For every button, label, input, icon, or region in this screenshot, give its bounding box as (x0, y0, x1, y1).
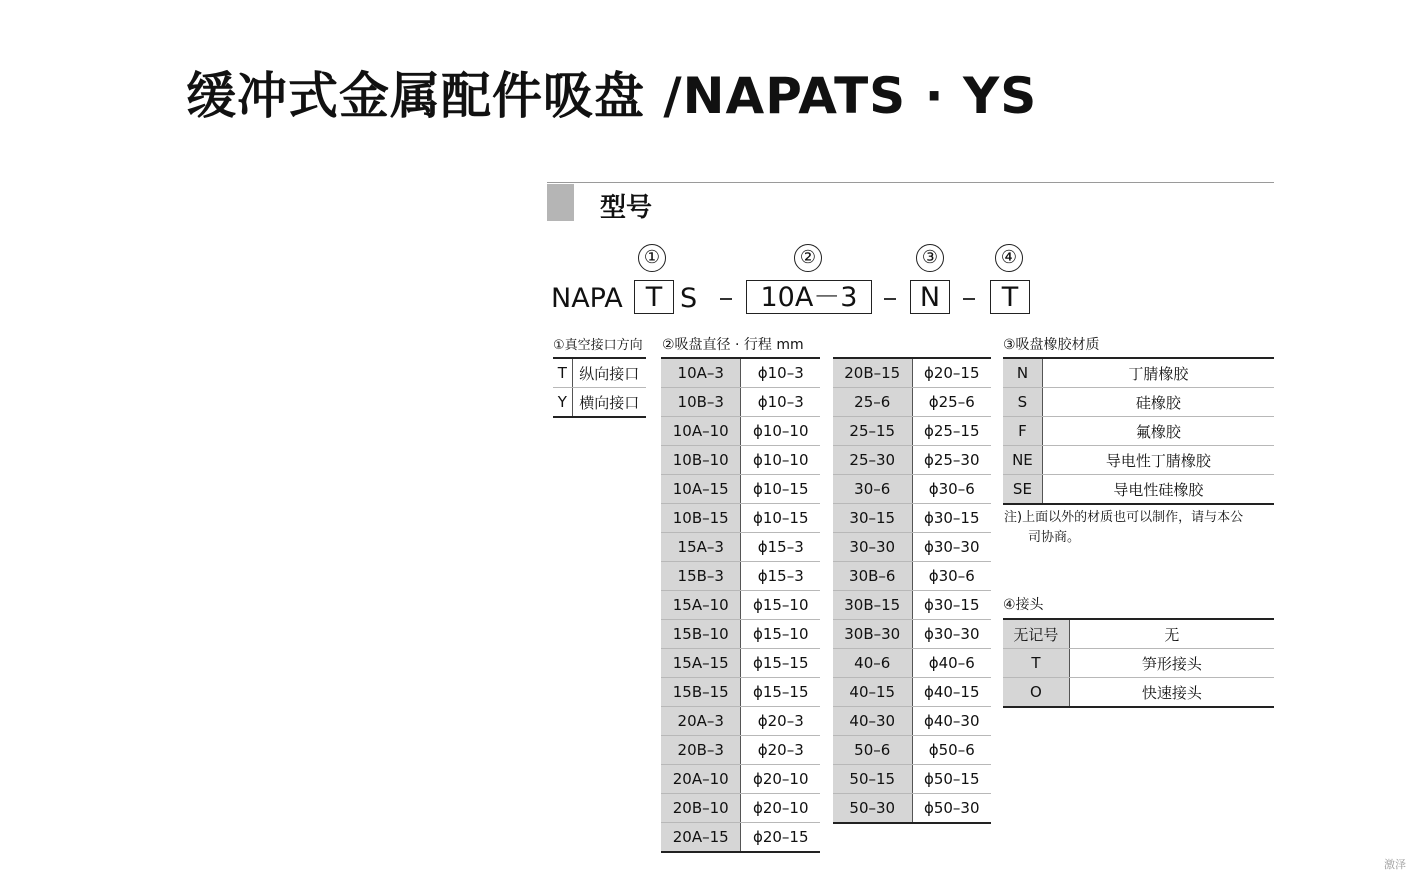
size-diameter-stroke: ϕ30–6 (912, 562, 991, 591)
table-row (1003, 446, 1274, 475)
table-row (661, 475, 820, 504)
material-table (1003, 357, 1274, 505)
size-code: 15A–10 (661, 591, 741, 620)
material-name: 丁腈橡胶 (1042, 358, 1274, 388)
table-row (833, 475, 991, 504)
table-row (553, 388, 646, 418)
code-dash-3 (963, 298, 975, 300)
size-code: 30–6 (833, 475, 912, 504)
code-circle-2: ② (794, 244, 822, 272)
size-diameter-stroke: ϕ25–6 (912, 388, 991, 417)
table-row (661, 504, 820, 533)
size-diameter-stroke: ϕ30–15 (912, 504, 991, 533)
size-code: 10A–3 (661, 358, 741, 388)
table-row (833, 504, 991, 533)
size-diameter-stroke: ϕ30–30 (912, 620, 991, 649)
size-code: 10B–3 (661, 388, 741, 417)
section-divider (547, 182, 1274, 183)
table-row (833, 736, 991, 765)
code-prefix: NAPA (551, 283, 623, 314)
material-code: S (1003, 388, 1042, 417)
section-title: 型号 (600, 193, 653, 223)
port-table (553, 357, 646, 418)
table-row (833, 358, 991, 388)
size-code: 50–30 (833, 794, 912, 824)
table-row (661, 736, 820, 765)
size-code: 15B–15 (661, 678, 741, 707)
port-text: 横向接口 (572, 388, 646, 418)
fitting-table (1003, 618, 1274, 708)
size-diameter-stroke: ϕ50–30 (912, 794, 991, 824)
table-row (661, 620, 820, 649)
size-diameter-stroke: ϕ20–3 (741, 736, 820, 765)
size-code: 30B–6 (833, 562, 912, 591)
table-row (661, 358, 820, 388)
size-code: 20B–10 (661, 794, 741, 823)
size-code: 20A–3 (661, 707, 741, 736)
port-text: 纵向接口 (572, 358, 646, 388)
size-diameter-stroke: ϕ10–15 (741, 504, 820, 533)
size-code: 20A–15 (661, 823, 741, 853)
material-name: 氟橡胶 (1042, 417, 1274, 446)
fitting-name: 笋形接头 (1069, 649, 1274, 678)
size-code: 50–6 (833, 736, 912, 765)
code-dash-1 (720, 298, 732, 300)
size-code: 15A–15 (661, 649, 741, 678)
size-diameter-stroke: ϕ20–10 (741, 794, 820, 823)
material-label: ③吸盘橡胶材质 (1003, 337, 1100, 353)
material-code: NE (1003, 446, 1042, 475)
size-diameter-stroke: ϕ20–3 (741, 707, 820, 736)
size-code: 40–15 (833, 678, 912, 707)
fitting-label: ④接头 (1003, 597, 1044, 613)
size-code: 10B–15 (661, 504, 741, 533)
size-diameter-stroke: ϕ40–6 (912, 649, 991, 678)
table-row (661, 794, 820, 823)
code-circle-3: ③ (916, 244, 944, 272)
size-code: 40–6 (833, 649, 912, 678)
table-row (661, 591, 820, 620)
size-code: 20B–15 (833, 358, 912, 388)
code-circle-4: ④ (995, 244, 1023, 272)
table-row (833, 388, 991, 417)
code-box-material: N (910, 280, 950, 314)
fitting-name: 快速接头 (1069, 678, 1274, 708)
table-row (553, 358, 646, 388)
table-row (833, 417, 991, 446)
code-box-size: 10A－3 (746, 280, 872, 314)
size-diameter-stroke: ϕ30–15 (912, 591, 991, 620)
table-row (661, 562, 820, 591)
table-row (661, 649, 820, 678)
port-code: Y (553, 388, 572, 418)
size-diameter-stroke: ϕ25–30 (912, 446, 991, 475)
code-dash-2 (884, 298, 896, 300)
size-code: 20A–10 (661, 765, 741, 794)
table-row (1003, 358, 1274, 388)
fitting-code: O (1003, 678, 1069, 708)
size-code: 15B–10 (661, 620, 741, 649)
size-code: 15B–3 (661, 562, 741, 591)
size-code: 10A–10 (661, 417, 741, 446)
table-row (661, 823, 820, 853)
size-diameter-stroke: ϕ40–15 (912, 678, 991, 707)
size-diameter-stroke: ϕ15–3 (741, 562, 820, 591)
size-diameter-stroke: ϕ10–3 (741, 388, 820, 417)
size-diameter-stroke: ϕ20–15 (912, 358, 991, 388)
size-diameter-stroke: ϕ10–10 (741, 417, 820, 446)
size-code: 20B–3 (661, 736, 741, 765)
size-code: 30–15 (833, 504, 912, 533)
size-diameter-stroke: ϕ15–10 (741, 591, 820, 620)
table-row (1003, 619, 1274, 649)
size-diameter-stroke: ϕ10–3 (741, 358, 820, 388)
size-diameter-stroke: ϕ25–15 (912, 417, 991, 446)
fitting-name: 无 (1069, 619, 1274, 649)
table-row (833, 533, 991, 562)
table-row (661, 765, 820, 794)
size-table-left (661, 357, 820, 853)
material-name: 导电性丁腈橡胶 (1042, 446, 1274, 475)
material-code: F (1003, 417, 1042, 446)
size-code: 25–15 (833, 417, 912, 446)
code-box-port: T (634, 280, 674, 314)
size-code: 50–15 (833, 765, 912, 794)
page-title: 缓冲式金属配件吸盘 /NAPATS · YS (186, 67, 1038, 125)
code-box-fitting: T (990, 280, 1030, 314)
size-diameter-stroke: ϕ40–30 (912, 707, 991, 736)
table-row (661, 533, 820, 562)
table-row (833, 591, 991, 620)
size-diameter-stroke: ϕ15–3 (741, 533, 820, 562)
size-diameter-stroke: ϕ30–6 (912, 475, 991, 504)
material-note-line1: 注)上面以外的材质也可以制作，请与本公 (1004, 510, 1244, 525)
code-middle: S (680, 283, 698, 314)
table-row (833, 707, 991, 736)
table-row (661, 707, 820, 736)
size-diameter-stroke: ϕ20–15 (741, 823, 820, 853)
size-table-right (833, 357, 991, 824)
material-code: SE (1003, 475, 1042, 505)
material-name: 导电性硅橡胶 (1042, 475, 1274, 505)
table-row (833, 446, 991, 475)
watermark: 激泽 (1384, 858, 1406, 871)
size-code: 40–30 (833, 707, 912, 736)
table-row (833, 794, 991, 824)
port-code: T (553, 358, 572, 388)
table-row (833, 649, 991, 678)
size-code: 30B–30 (833, 620, 912, 649)
port-label: ①真空接口方向 (553, 338, 643, 353)
table-row (661, 388, 820, 417)
table-row (1003, 417, 1274, 446)
size-code: 25–30 (833, 446, 912, 475)
section-marker (547, 184, 574, 221)
size-diameter-stroke: ϕ10–15 (741, 475, 820, 504)
size-code: 10B–10 (661, 446, 741, 475)
table-row (1003, 475, 1274, 505)
size-code: 25–6 (833, 388, 912, 417)
size-diameter-stroke: ϕ30–30 (912, 533, 991, 562)
table-row (661, 678, 820, 707)
table-row (661, 446, 820, 475)
table-row (833, 562, 991, 591)
table-row (1003, 388, 1274, 417)
size-diameter-stroke: ϕ15–15 (741, 649, 820, 678)
size-diameter-stroke: ϕ50–6 (912, 736, 991, 765)
table-row (833, 765, 991, 794)
size-code: 15A–3 (661, 533, 741, 562)
size-code: 30–30 (833, 533, 912, 562)
table-row (661, 417, 820, 446)
size-diameter-stroke: ϕ15–10 (741, 620, 820, 649)
size-code: 10A–15 (661, 475, 741, 504)
material-note (1004, 508, 1279, 548)
size-diameter-stroke: ϕ50–15 (912, 765, 991, 794)
material-name: 硅橡胶 (1042, 388, 1274, 417)
size-diameter-stroke: ϕ10–10 (741, 446, 820, 475)
size-diameter-stroke: ϕ20–10 (741, 765, 820, 794)
material-note-line2: 司协商。 (1028, 530, 1081, 545)
fitting-code: 无记号 (1003, 619, 1069, 649)
table-row (1003, 678, 1274, 708)
table-row (833, 620, 991, 649)
size-label: ②吸盘直径 · 行程 mm (662, 337, 804, 353)
size-diameter-stroke: ϕ15–15 (741, 678, 820, 707)
material-code: N (1003, 358, 1042, 388)
table-row (833, 678, 991, 707)
size-code: 30B–15 (833, 591, 912, 620)
fitting-code: T (1003, 649, 1069, 678)
table-row (1003, 649, 1274, 678)
code-circle-1: ① (638, 244, 666, 272)
